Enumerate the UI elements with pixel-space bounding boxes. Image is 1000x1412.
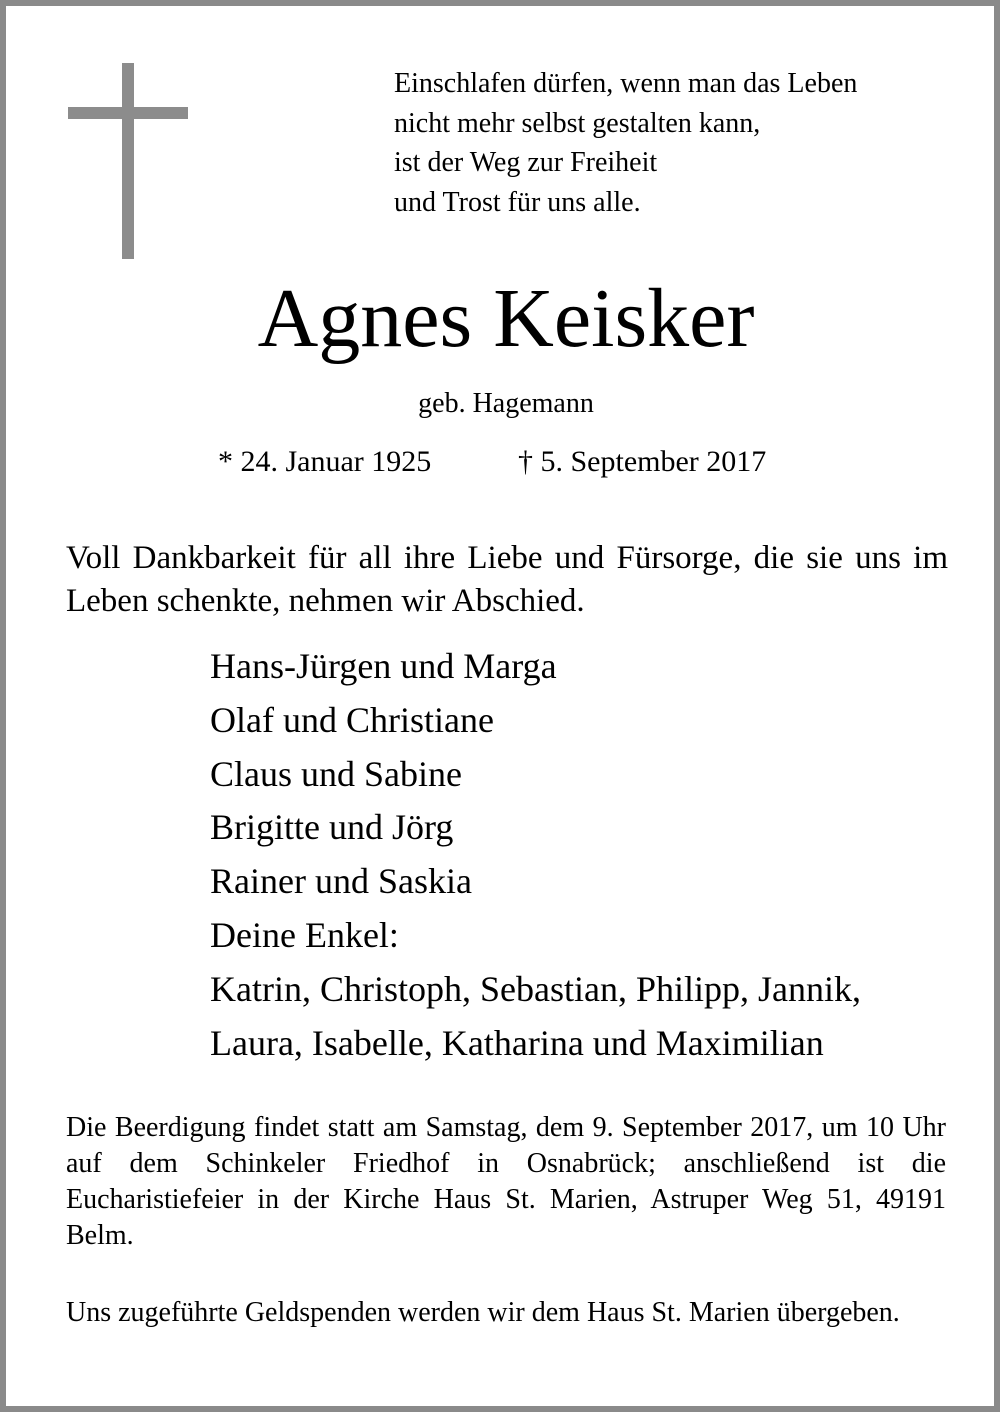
family-line: Hans-Jürgen und Marga: [210, 646, 557, 686]
deceased-name: Agnes Keisker: [257, 272, 755, 365]
motto-line: nicht mehr selbst gestalten kann,: [394, 107, 761, 139]
donation-paragraph: Uns zugeführte Geldspenden werden wir dem Haus St. Marien übergeben.: [66, 1297, 900, 1328]
family-line: Laura, Isabelle, Katharina und Maximilian: [210, 1022, 824, 1063]
thanks-paragraph: Voll Dankbarkeit für all ihre Liebe und Fürsorge, die sie uns im Leben schenkte, nehmen wir Abschied.: [66, 540, 948, 619]
family-line: Claus und Sabine: [210, 753, 462, 794]
motto-verse: [394, 64, 974, 222]
motto-line: Einschlafen dürfen, wenn man das Leben: [394, 68, 858, 99]
family-line: Brigitte und Jörg: [210, 807, 454, 848]
family-list: [210, 640, 990, 1070]
death-date: † 5. September 2017: [518, 445, 767, 478]
cross-icon: [68, 63, 188, 259]
family-line: Rainer und Saskia: [210, 861, 472, 902]
birth-date: * 24. Januar 1925: [218, 445, 432, 478]
family-line: Olaf und Christiane: [210, 699, 494, 740]
family-line: Katrin, Christoph, Sebastian, Philipp, Jannik,: [210, 968, 861, 1009]
motto-line: ist der Weg zur Freiheit: [394, 147, 658, 178]
family-line: Deine Enkel:: [210, 914, 399, 955]
birth-name: geb. Hagemann: [418, 388, 594, 419]
funeral-paragraph: Die Beerdigung findet statt am Samstag, dem 9. September 2017, um 10 Uhr auf dem Schinkeler Friedhof in Osnabrück; anschließend ist die Eucharistiefeier in der Kirche Haus St. Marien, Astruper Weg 51, 49191 Belm.: [66, 1112, 946, 1251]
motto-line: und Trost für uns alle.: [394, 186, 641, 218]
